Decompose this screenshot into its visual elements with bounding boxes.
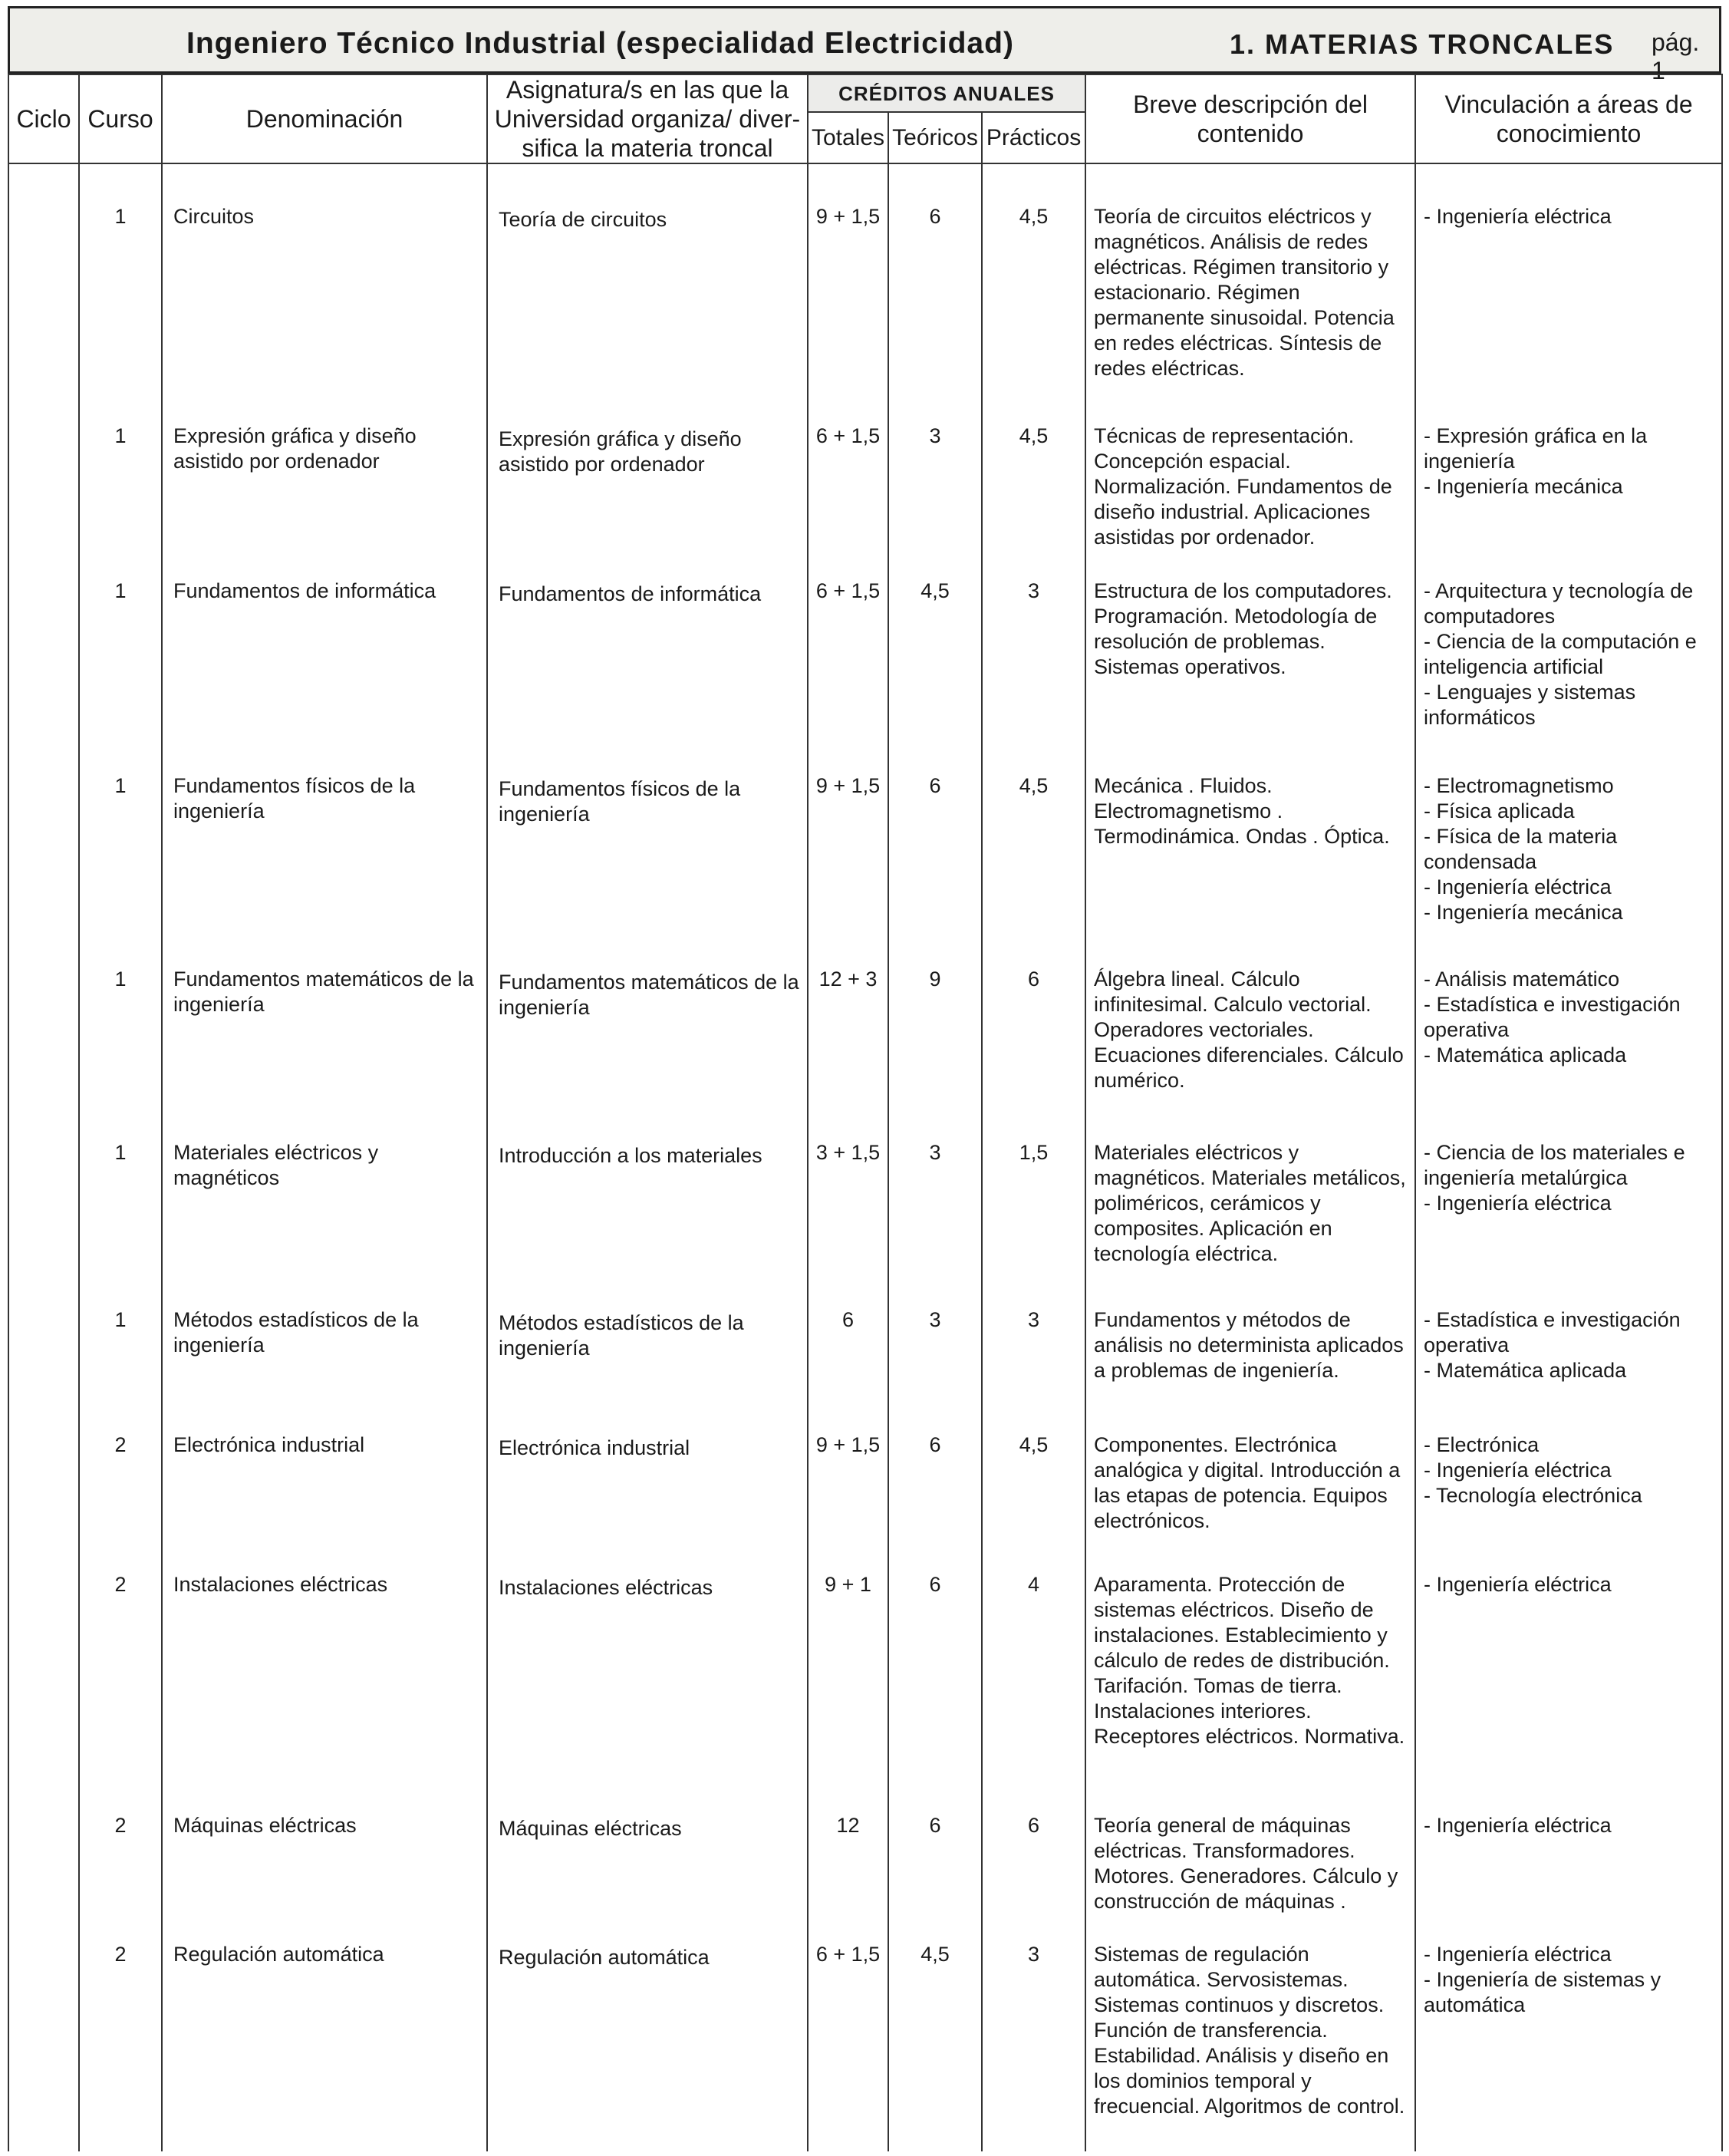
page-number: pág. 1	[1652, 28, 1700, 84]
cell-descripcion: Técnicas de representación. Concepción espacial. Normalización. Fundamentos de diseño industrial. Aplicaciones asistidas por ordenador.	[1085, 420, 1415, 575]
cell-curso: 1	[79, 420, 162, 575]
cell-asignatura: Electrónica industrial	[487, 1429, 808, 1569]
cell-ciclo	[8, 201, 79, 420]
cell-totales: 12	[808, 1810, 888, 1939]
cell-totales: 12 + 3	[808, 964, 888, 1137]
cell-curso: 2	[79, 1939, 162, 2128]
cell-curso: 2	[79, 1429, 162, 1569]
cell-denominacion: Métodos estadísticos de la ingeniería	[162, 1304, 487, 1429]
cell-totales: 6 + 1,5	[808, 420, 888, 575]
cell-practicos: 3	[982, 1939, 1085, 2128]
section-title: 1. MATERIAS TRONCALES	[1230, 28, 1615, 60]
cell-asignatura: Fundamentos físicos de la ingeniería	[487, 770, 808, 964]
cell-vinculacion: - Ingeniería eléctrica	[1415, 1569, 1722, 1810]
col-descripcion: Breve descripción del contenido	[1085, 74, 1415, 163]
cell-vinculacion: - Ingeniería eléctrica	[1415, 201, 1722, 420]
filler-cell	[162, 2128, 487, 2151]
subjects-table	[8, 74, 1723, 2151]
cell-asignatura: Regulación automática	[487, 1939, 808, 2128]
cell-descripcion: Teoría general de máquinas eléctricas. Transformadores. Motores. Generadores. Cálculo y construcción de máquinas .	[1085, 1810, 1415, 1939]
cell-totales: 9 + 1	[808, 1569, 888, 1810]
cell-descripcion: Fundamentos y métodos de análisis no determinista aplicados a problemas de ingeniería.	[1085, 1304, 1415, 1429]
cell-curso: 1	[79, 575, 162, 770]
filler-cell	[982, 2128, 1085, 2151]
cell-totales: 6 + 1,5	[808, 575, 888, 770]
cell-vinculacion: - Electromagnetismo - Física aplicada - Física de la materia condensada - Ingeniería eléctrica - Ingeniería mecánica	[1415, 770, 1722, 964]
cell-ciclo	[8, 420, 79, 575]
cell-descripcion: Materiales eléctricos y magnéticos. Materiales metálicos, poliméricos, cerámicos y composites. Aplicación en tecnología eléctrica.	[1085, 1137, 1415, 1304]
cell-ciclo	[8, 1569, 79, 1810]
cell-vinculacion: - Análisis matemático - Estadística e investigación operativa - Matemática aplicada	[1415, 964, 1722, 1137]
cell-descripcion: Aparamenta. Protección de sistemas eléctricos. Diseño de instalaciones. Establecimiento y cálculo de redes de distribución. Tarifación. Tomas de tierra. Instalaciones interiores. Receptores eléctricos. Normativa.	[1085, 1569, 1415, 1810]
cell-practicos: 4,5	[982, 420, 1085, 575]
cell-asignatura: Fundamentos de informática	[487, 575, 808, 770]
cell-totales: 9 + 1,5	[808, 770, 888, 964]
cell-teoricos: 3	[888, 1304, 982, 1429]
cell-practicos: 4,5	[982, 201, 1085, 420]
cell-vinculacion: - Electrónica - Ingeniería eléctrica - Tecnología electrónica	[1415, 1429, 1722, 1569]
table-row	[8, 770, 1722, 964]
cell-teoricos: 3	[888, 420, 982, 575]
col-vinculacion: Vinculación a áreas de conocimiento	[1415, 74, 1722, 163]
cell-practicos: 3	[982, 1304, 1085, 1429]
col-totales: Totales	[808, 112, 888, 163]
table-row	[8, 420, 1722, 575]
cell-curso: 1	[79, 1304, 162, 1429]
cell-totales: 9 + 1,5	[808, 1429, 888, 1569]
cell-asignatura: Teoría de circuitos	[487, 201, 808, 420]
cell-curso: 2	[79, 1569, 162, 1810]
cell-ciclo	[8, 1939, 79, 2128]
cell-asignatura: Fundamentos matemáticos de la ingeniería	[487, 964, 808, 1137]
cell-vinculacion: - Expresión gráfica en la ingeniería - Ingeniería mecánica	[1415, 420, 1722, 575]
table-row	[8, 1429, 1722, 1569]
cell-teoricos: 6	[888, 201, 982, 420]
table-body	[8, 163, 1722, 2151]
cell-ciclo	[8, 770, 79, 964]
cell-practicos: 4	[982, 1569, 1085, 1810]
cell-ciclo	[8, 1429, 79, 1569]
col-denominacion: Denominación	[162, 74, 487, 163]
col-asignatura: Asignatura/s en las que la Universidad organiza/ diver-sifica la materia troncal	[487, 74, 808, 163]
cell-asignatura: Expresión gráfica y diseño asistido por ordenador	[487, 420, 808, 575]
cell-descripcion: Álgebra lineal. Cálculo infinitesimal. Calculo vectorial. Operadores vectoriales. Ecuaciones diferenciales. Cálculo numérico.	[1085, 964, 1415, 1137]
col-ciclo: Ciclo	[8, 74, 79, 163]
table-row	[8, 1137, 1722, 1304]
cell-practicos: 3	[982, 575, 1085, 770]
table-row	[8, 1939, 1722, 2128]
filler-cell	[79, 2128, 162, 2151]
cell-asignatura: Métodos estadísticos de la ingeniería	[487, 1304, 808, 1429]
cell-curso: 2	[79, 1810, 162, 1939]
table-row	[8, 201, 1722, 420]
filler-cell	[1085, 2128, 1415, 2151]
cell-ciclo	[8, 1137, 79, 1304]
cell-teoricos: 6	[888, 1810, 982, 1939]
cell-denominacion: Expresión gráfica y diseño asistido por ordenador	[162, 420, 487, 575]
cell-curso: 1	[79, 770, 162, 964]
table-row	[8, 1810, 1722, 1939]
cell-totales: 6	[808, 1304, 888, 1429]
cell-practicos: 4,5	[982, 1429, 1085, 1569]
cell-practicos: 1,5	[982, 1137, 1085, 1304]
cell-practicos: 6	[982, 964, 1085, 1137]
header-spacer-row	[8, 163, 1722, 201]
cell-totales: 9 + 1,5	[808, 201, 888, 420]
cell-denominacion: Instalaciones eléctricas	[162, 1569, 487, 1810]
col-creditos-anuales: CRÉDITOS ANUALES	[808, 74, 1085, 112]
cell-ciclo	[8, 1810, 79, 1939]
col-practicos: Prácticos	[982, 112, 1085, 163]
table-header	[8, 74, 1722, 163]
cell-asignatura: Introducción a los materiales	[487, 1137, 808, 1304]
cell-curso: 1	[79, 201, 162, 420]
cell-denominacion: Máquinas eléctricas	[162, 1810, 487, 1939]
cell-asignatura: Instalaciones eléctricas	[487, 1569, 808, 1810]
cell-teoricos: 3	[888, 1137, 982, 1304]
cell-descripcion: Estructura de los computadores. Programación. Metodología de resolución de problemas. Sistemas operativos.	[1085, 575, 1415, 770]
table-row	[8, 964, 1722, 1137]
cell-denominacion: Regulación automática	[162, 1939, 487, 2128]
cell-denominacion: Fundamentos de informática	[162, 575, 487, 770]
filler-row	[8, 2128, 1722, 2151]
filler-cell	[808, 2128, 888, 2151]
cell-denominacion: Circuitos	[162, 201, 487, 420]
cell-descripcion: Componentes. Electrónica analógica y digital. Introducción a las etapas de potencia. Equipos electrónicos.	[1085, 1429, 1415, 1569]
cell-descripcion: Sistemas de regulación automática. Servosistemas. Sistemas continuos y discretos. Función de transferencia. Estabilidad. Análisis y diseño en los dominios temporal y frecuencial. Algoritmos de control.	[1085, 1939, 1415, 2128]
cell-vinculacion: - Estadística e investigación operativa - Matemática aplicada	[1415, 1304, 1722, 1429]
cell-teoricos: 6	[888, 770, 982, 964]
filler-cell	[1415, 2128, 1722, 2151]
cell-denominacion: Fundamentos físicos de la ingeniería	[162, 770, 487, 964]
cell-teoricos: 6	[888, 1569, 982, 1810]
cell-denominacion: Fundamentos matemáticos de la ingeniería	[162, 964, 487, 1137]
table-row	[8, 1304, 1722, 1429]
cell-practicos: 4,5	[982, 770, 1085, 964]
cell-vinculacion: - Ingeniería eléctrica - Ingeniería de sistemas y automática	[1415, 1939, 1722, 2128]
cell-descripcion: Teoría de circuitos eléctricos y magnéticos. Análisis de redes eléctricas. Régimen transitorio y estacionario. Régimen permanente sinusoidal. Potencia en redes eléctricas. Síntesis de redes eléctricas.	[1085, 201, 1415, 420]
cell-asignatura: Máquinas eléctricas	[487, 1810, 808, 1939]
cell-curso: 1	[79, 964, 162, 1137]
col-teoricos: Teóricos	[888, 112, 982, 163]
cell-ciclo	[8, 575, 79, 770]
cell-vinculacion: - Arquitectura y tecnología de computadores - Ciencia de la computación e inteligencia artificial - Lenguajes y sistemas informáticos	[1415, 575, 1722, 770]
table-row	[8, 575, 1722, 770]
filler-cell	[888, 2128, 982, 2151]
cell-denominacion: Electrónica industrial	[162, 1429, 487, 1569]
cell-teoricos: 9	[888, 964, 982, 1137]
cell-descripcion: Mecánica . Fluidos. Electromagnetismo . Termodinámica. Ondas . Óptica.	[1085, 770, 1415, 964]
cell-teoricos: 4,5	[888, 575, 982, 770]
cell-denominacion: Materiales eléctricos y magnéticos	[162, 1137, 487, 1304]
filler-cell	[487, 2128, 808, 2151]
cell-teoricos: 6	[888, 1429, 982, 1569]
table-row	[8, 1569, 1722, 1810]
document-header	[8, 6, 1721, 84]
cell-practicos: 6	[982, 1810, 1085, 1939]
document-title: Ingeniero Técnico Industrial (especialidad Electricidad)	[186, 27, 1014, 60]
cell-totales: 3 + 1,5	[808, 1137, 888, 1304]
col-curso: Curso	[79, 74, 162, 163]
filler-cell	[8, 2128, 79, 2151]
cell-ciclo	[8, 964, 79, 1137]
cell-ciclo	[8, 1304, 79, 1429]
cell-teoricos: 4,5	[888, 1939, 982, 2128]
cell-curso: 1	[79, 1137, 162, 1304]
cell-vinculacion: - Ciencia de los materiales e ingeniería metalúrgica - Ingeniería eléctrica	[1415, 1137, 1722, 1304]
cell-totales: 6 + 1,5	[808, 1939, 888, 2128]
cell-vinculacion: - Ingeniería eléctrica	[1415, 1810, 1722, 1939]
